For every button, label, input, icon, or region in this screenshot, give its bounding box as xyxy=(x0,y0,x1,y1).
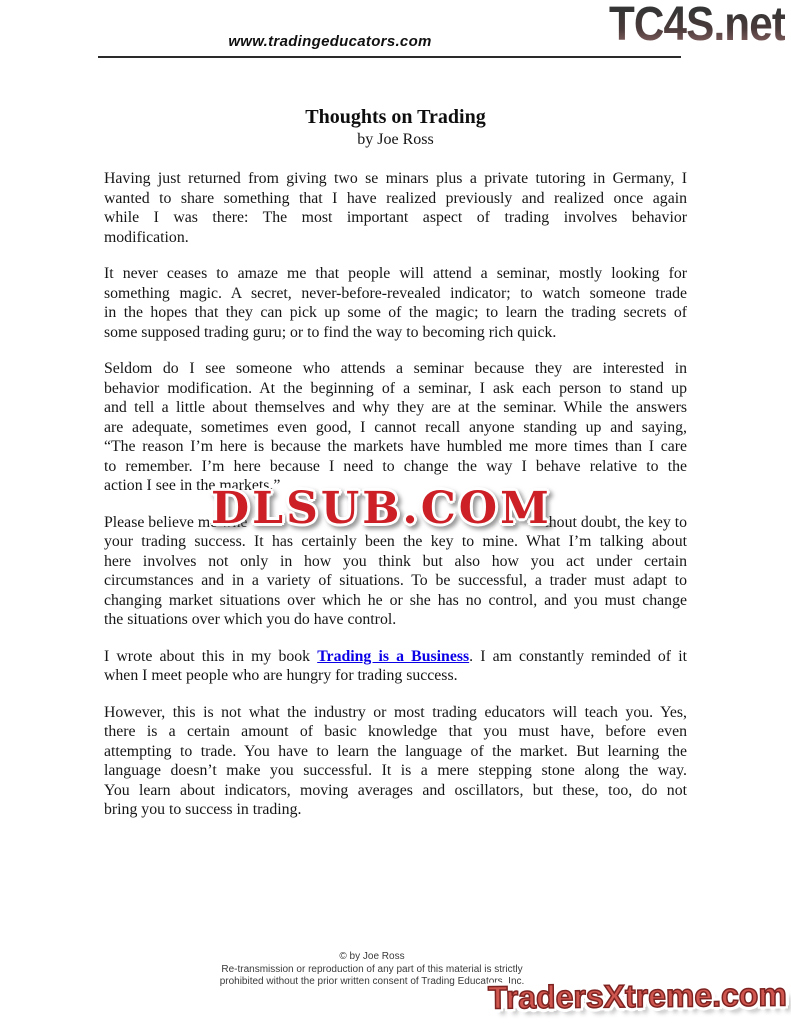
text-line: language doesn’t make you successful. It is a mere stepping stone along the way. xyxy=(104,762,687,779)
text-line: and tell a little about themselves and why they are at the seminar. While the answers xyxy=(104,399,687,416)
text-line: your trading success. It has certainly been the key to mine. What I’m talking about xyxy=(104,533,687,550)
text-line: changing market situations over which he or she has no control, and you must change xyxy=(104,591,687,609)
text-line: when I meet people who are hungry for trading success. xyxy=(104,667,458,684)
text-fragment-left: Please believe me whe xyxy=(104,513,248,531)
text-line: some supposed trading guru; or to find the way to becoming rich quick. xyxy=(104,323,557,341)
footer-notice-line2: prohibited without the prior written consent of Trading Educators, Inc. xyxy=(219,976,525,988)
page-title: Thoughts on Trading xyxy=(305,106,486,128)
text-line: circumstances and in a variety of situations. To be successful, a trader must adapt to xyxy=(104,572,687,589)
text-line: to remember. I’m here because I need to change the way I behave relative to the xyxy=(104,457,687,475)
text-line: However, this is not what the industry or most trading educators will teach you. Yes, xyxy=(104,703,687,721)
text-fragment-right: thout doubt, the key to xyxy=(544,513,687,531)
text-line: there is a certain amount of basic knowledge that you must have, before even xyxy=(104,723,687,740)
text-line: It never ceases to amaze me that people will attend a seminar, mostly looking for xyxy=(104,265,687,282)
paragraph-however xyxy=(104,703,687,820)
text-line: while I was there: The most important aspect of trading involves behavior xyxy=(104,209,687,226)
text-line: are adequate, sometimes even good, I cannot recall anyone standing up and saying, xyxy=(104,418,687,436)
text-after-link: . I am constantly reminded of it xyxy=(469,647,687,665)
text-line: Having just returned from giving two se minars plus a private tutoring in Germany, I xyxy=(104,170,687,187)
text-line: wanted to share something that I have realized previously and realized once again xyxy=(104,189,687,207)
text-line: attempting to trade. You have to learn the language of the market. But learning the xyxy=(104,742,687,760)
text-line: here involves not only in how you think but also how you act under certain xyxy=(104,552,687,570)
text-line: something magic. A secret, never-before-revealed indicator; to watch someone trade xyxy=(104,284,687,302)
footer-notice-line1: Re-transmission or reproduction of any part of this material is strictly xyxy=(221,963,523,975)
text-line: the situations over which you do have control. xyxy=(104,611,397,628)
tc4s-logo: TC4S.net xyxy=(608,0,785,51)
book-line xyxy=(104,647,687,667)
byline: by Joe Ross xyxy=(357,131,434,148)
paragraph-returned xyxy=(104,169,687,247)
text-line: Seldom do I see someone who attends a seminar because they are interested in xyxy=(104,360,687,377)
header-site-url: www.tradingeducators.com xyxy=(228,33,432,50)
text-line: You learn about indicators, moving averages and oscillators, but these, too, do not xyxy=(104,781,687,799)
dlsub-watermark-logo: DLSUB.COM xyxy=(211,483,552,534)
footer-copyright: © by Joe Ross xyxy=(339,951,405,962)
trading-is-a-business-link[interactable]: Trading is a Business xyxy=(317,647,470,665)
text-line: “The reason I’m here is because the markets have humbled me more times than I care xyxy=(104,438,687,455)
tradersxtreme-logo: TradersXtreme.com xyxy=(488,976,788,1016)
title-block xyxy=(104,106,687,150)
text-before-link: I wrote about this in my book xyxy=(104,647,318,665)
text-line: modification. xyxy=(104,228,189,246)
paragraph-seldom xyxy=(104,359,687,496)
header-divider xyxy=(98,56,681,58)
text-line: action I see in the markets.” xyxy=(104,477,281,494)
text-line: bring you to success in trading. xyxy=(104,801,302,818)
paragraph-book xyxy=(104,647,687,686)
paragraph-amaze xyxy=(104,264,687,342)
text-line: in the hopes that they can pick up some of the magic; to learn the trading secrets of xyxy=(104,304,687,321)
text-line: behavior modification. At the beginning of a seminar, I ask each person to stand up xyxy=(104,379,687,397)
